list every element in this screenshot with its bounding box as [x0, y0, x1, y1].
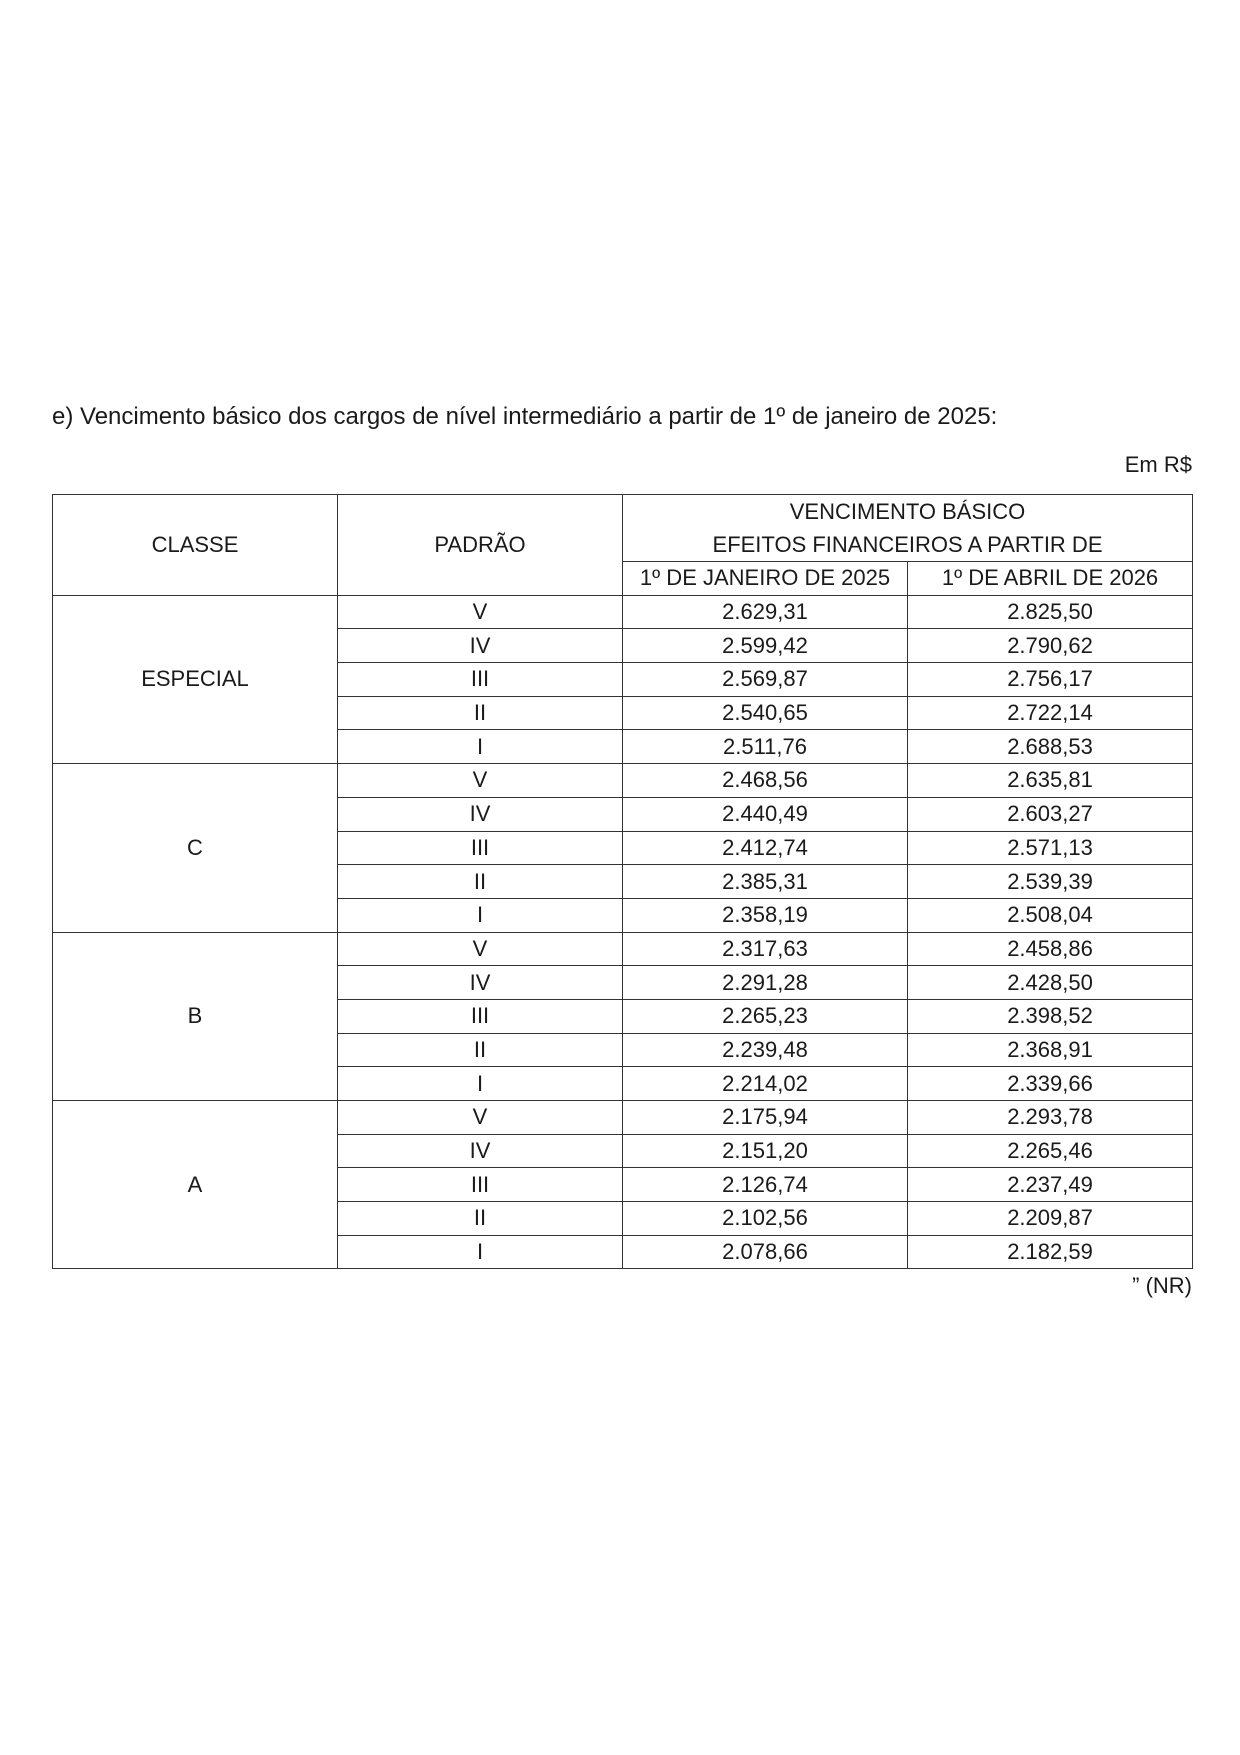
value-2025-cell: 2.569,87: [623, 663, 908, 697]
value-2025-cell: 2.629,31: [623, 595, 908, 629]
value-2025-cell: 2.412,74: [623, 831, 908, 865]
padrao-cell: III: [338, 831, 623, 865]
padrao-cell: V: [338, 1101, 623, 1135]
padrao-cell: V: [338, 764, 623, 798]
value-2026-cell: 2.756,17: [908, 663, 1193, 697]
classe-cell: ESPECIAL: [53, 595, 338, 763]
value-2026-cell: 2.571,13: [908, 831, 1193, 865]
padrao-cell: II: [338, 696, 623, 730]
header-group-line-2: EFEITOS FINANCEIROS A PARTIR DE: [712, 532, 1103, 557]
value-2025-cell: 2.468,56: [623, 764, 908, 798]
header-classe: CLASSE: [53, 495, 338, 596]
value-2025-cell: 2.102,56: [623, 1202, 908, 1236]
value-2025-cell: 2.175,94: [623, 1101, 908, 1135]
header-row-top: [53, 495, 1193, 562]
value-2025-cell: 2.540,65: [623, 696, 908, 730]
padrao-cell: V: [338, 595, 623, 629]
value-2026-cell: 2.428,50: [908, 966, 1193, 1000]
header-padrao: PADRÃO: [338, 495, 623, 596]
value-2025-cell: 2.078,66: [623, 1235, 908, 1269]
value-2026-cell: 2.398,52: [908, 999, 1193, 1033]
padrao-cell: III: [338, 999, 623, 1033]
value-2026-cell: 2.209,87: [908, 1202, 1193, 1236]
value-2026-cell: 2.688,53: [908, 730, 1193, 764]
value-2026-cell: 2.182,59: [908, 1235, 1193, 1269]
salary-table-header: [53, 495, 1193, 596]
padrao-cell: IV: [338, 966, 623, 1000]
padrao-cell: II: [338, 1033, 623, 1067]
padrao-cell: IV: [338, 797, 623, 831]
currency-unit-label: Em R$: [1124, 452, 1192, 477]
padrao-cell: I: [338, 1235, 623, 1269]
value-2025-cell: 2.291,28: [623, 966, 908, 1000]
header-vencimento-group: [623, 495, 1193, 562]
padrao-cell: IV: [338, 1134, 623, 1168]
padrao-cell: IV: [338, 629, 623, 663]
table-row: [53, 764, 1193, 798]
table-row: [53, 932, 1193, 966]
value-2025-cell: 2.440,49: [623, 797, 908, 831]
classe-cell: B: [53, 932, 338, 1100]
value-2026-cell: 2.825,50: [908, 595, 1193, 629]
value-2026-cell: 2.237,49: [908, 1168, 1193, 1202]
salary-table: [52, 494, 1193, 1269]
value-2025-cell: 2.358,19: [623, 898, 908, 932]
header-group-line-1: VENCIMENTO BÁSICO: [789, 499, 1026, 524]
value-2025-cell: 2.265,23: [623, 999, 908, 1033]
classe-cell: A: [53, 1101, 338, 1269]
value-2026-cell: 2.635,81: [908, 764, 1193, 798]
table-row: [53, 1101, 1193, 1135]
padrao-cell: I: [338, 898, 623, 932]
classe-cell: C: [53, 764, 338, 932]
value-2025-cell: 2.317,63: [623, 932, 908, 966]
value-2025-cell: 2.511,76: [623, 730, 908, 764]
value-2026-cell: 2.722,14: [908, 696, 1193, 730]
value-2026-cell: 2.508,04: [908, 898, 1193, 932]
padrao-cell: III: [338, 1168, 623, 1202]
padrao-cell: I: [338, 1067, 623, 1101]
value-2026-cell: 2.265,46: [908, 1134, 1193, 1168]
value-2026-cell: 2.603,27: [908, 797, 1193, 831]
value-2026-cell: 2.790,62: [908, 629, 1193, 663]
padrao-cell: II: [338, 865, 623, 899]
padrao-cell: V: [338, 932, 623, 966]
header-date-2026: 1º DE ABRIL DE 2026: [908, 562, 1193, 596]
table-row: [53, 595, 1193, 629]
salary-table-body: [53, 595, 1193, 1269]
value-2026-cell: 2.458,86: [908, 932, 1193, 966]
value-2026-cell: 2.293,78: [908, 1101, 1193, 1135]
value-2026-cell: 2.339,66: [908, 1067, 1193, 1101]
value-2025-cell: 2.214,02: [623, 1067, 908, 1101]
padrao-cell: II: [338, 1202, 623, 1236]
padrao-cell: III: [338, 663, 623, 697]
value-2025-cell: 2.151,20: [623, 1134, 908, 1168]
value-2026-cell: 2.539,39: [908, 865, 1193, 899]
header-date-2025: 1º DE JANEIRO DE 2025: [623, 562, 908, 596]
value-2025-cell: 2.599,42: [623, 629, 908, 663]
footer-note: ” (NR): [1132, 1273, 1192, 1298]
value-2026-cell: 2.368,91: [908, 1033, 1193, 1067]
padrao-cell: I: [338, 730, 623, 764]
value-2025-cell: 2.385,31: [623, 865, 908, 899]
value-2025-cell: 2.239,48: [623, 1033, 908, 1067]
value-2025-cell: 2.126,74: [623, 1168, 908, 1202]
section-heading: e) Vencimento básico dos cargos de nível intermediário a partir de 1º de janeiro de 2025:: [52, 403, 998, 430]
